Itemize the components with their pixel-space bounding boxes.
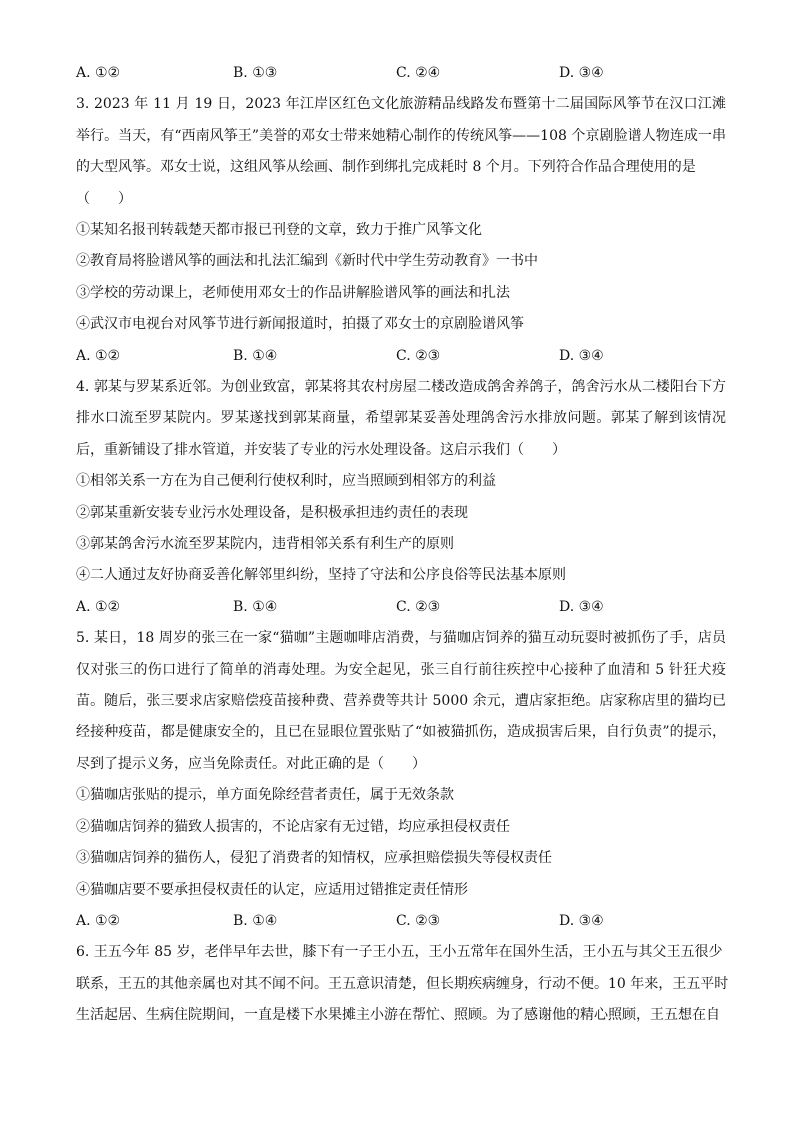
option-d: D. ③④ (559, 912, 604, 929)
option-a: A. ①② (76, 598, 121, 615)
question-stem-line: 生活起居、生病住院期间，一直是楼下水果摊主小游在帮忙、照顾。为了感谢他的精心照顾，王五想在自 (76, 1007, 720, 1024)
option-a: A. ①② (76, 912, 121, 929)
statement-2: ②教育局将脸谱风筝的画法和扎法汇编到《新时代中学生劳动教育》一书中 (76, 253, 538, 270)
question-stem: 4. 郭某与罗某系近邻。为创业致富，郭某将其农村房屋二楼改造成鸽舍养鸽子，鸽舍污水从二楼阳台下方排水口流至罗某院内。罗某遂找到郭某商量，希望郭某妥善处理鸽舍污水排放问题。郭某了解到该情况后，重新铺设了排水管道，并安装了专业的污水处理设备。这启示我们（ ） (76, 379, 726, 458)
statement-2: ②猫咖店饲养的猫致人损害的，不论店家有无过错，均应承担侵权责任 (76, 818, 510, 835)
option-row (76, 341, 726, 372)
question-4 (76, 372, 726, 623)
statement-3: ③猫咖店饲养的猫伤人，侵犯了消费者的知情权，应承担赔偿损失等侵权责任 (76, 850, 552, 867)
option-c: C. ②③ (396, 598, 441, 615)
exam-page (76, 58, 729, 1032)
option-d: D. ③④ (559, 598, 604, 615)
statement-4: ④武汉市电视台对风筝节进行新闻报道时，拍摄了邓女士的京剧脸谱风筝 (76, 316, 524, 333)
question-6 (76, 937, 729, 1031)
option-a: A. ①② (76, 65, 121, 81)
statement-3: ③学校的劳动课上，老师使用邓女士的作品讲解脸谱风筝的画法和扎法 (76, 284, 510, 301)
option-c: C. ②③ (396, 912, 441, 929)
option-b: B. ①③ (233, 65, 278, 81)
statement-4: ④二人通过友好协商妥善化解邻里纠纷，坚持了守法和公序良俗等民法基本原则 (76, 567, 566, 584)
option-b: B. ①④ (233, 598, 278, 615)
statement-1: ①相邻关系一方在为自己便利行使权利时，应当照顾到相邻方的利益 (76, 473, 496, 490)
question-stem: 3. 2023 年 11 月 19 日，2023 年江岸区红色文化旅游精品线路发布暨第十二届国际风筝节在汉口江滩举行。当天，有“西南风筝王”美誉的邓女士带来她精心制作的传统风筝——108 个京剧脸谱人物连成一串的大型风筝。邓女士说，这组风筝从绘画、制作到绑扎完成耗时 8 个月。下列符合作品合理使用的是 (76, 96, 726, 176)
option-d: D. ③④ (559, 65, 604, 81)
question-5 (76, 623, 726, 937)
statement-4: ④猫咖店要不要承担侵权责任的认定，应适用过错推定责任情形 (76, 881, 468, 898)
question-stem-line: 6. 王五今年 85 岁，老伴早年去世，膝下有一子王小五，王小五常年在国外生活，王小五与其父王五很少 (76, 944, 723, 961)
option-b: B. ①④ (233, 912, 278, 929)
option-c: C. ②③ (396, 347, 441, 364)
option-c: C. ②④ (396, 65, 441, 81)
statement-2: ②郭某重新安装专业污水处理设备，是积极承担违约责任的表现 (76, 504, 468, 521)
option-row-q2 (76, 58, 726, 89)
statement-1: ①某知名报刊转载楚天都市报已刊登的文章，致力于推广风筝文化 (76, 222, 482, 239)
option-row (76, 906, 726, 937)
option-a: A. ①② (76, 347, 121, 364)
option-d: D. ③④ (559, 347, 604, 364)
option-row (76, 592, 726, 623)
statement-3: ③郭某鸽舍污水流至罗某院内，违背相邻关系有利生产的原则 (76, 536, 454, 553)
question-stem: 5. 某日，18 周岁的张三在一家“猫咖”主题咖啡店消费，与猫咖店饲养的猫互动玩耍时被抓伤了手，店员仅对张三的伤口进行了简单的消毒处理。为安全起见，张三自行前往疾控中心接种了血清和 5 针狂犬疫苗。随后，张三要求店家赔偿疫苗接种费、营养费等共计 5000 余元，遭店家拒绝。店家称店里的猫均已经接种疫苗，都是健康安全的，且已在显眼位置张贴了“如被猫抓伤，造成损害后果，自行负责”的提示，尽到了提示义务，应当免除责任。对此正确的是（ ） (76, 630, 726, 772)
statement-1: ①猫咖店张贴的提示，单方面免除经营者责任，属于无效条款 (76, 787, 454, 804)
question-stem-line: 联系，王五的其他亲属也对其不闻不问。王五意识清楚，但长期疾病缠身，行动不便。10 年来，王五平时 (76, 975, 729, 992)
option-b: B. ①④ (233, 347, 278, 364)
question-3 (76, 89, 726, 372)
answer-bracket: （ ） (76, 190, 132, 207)
